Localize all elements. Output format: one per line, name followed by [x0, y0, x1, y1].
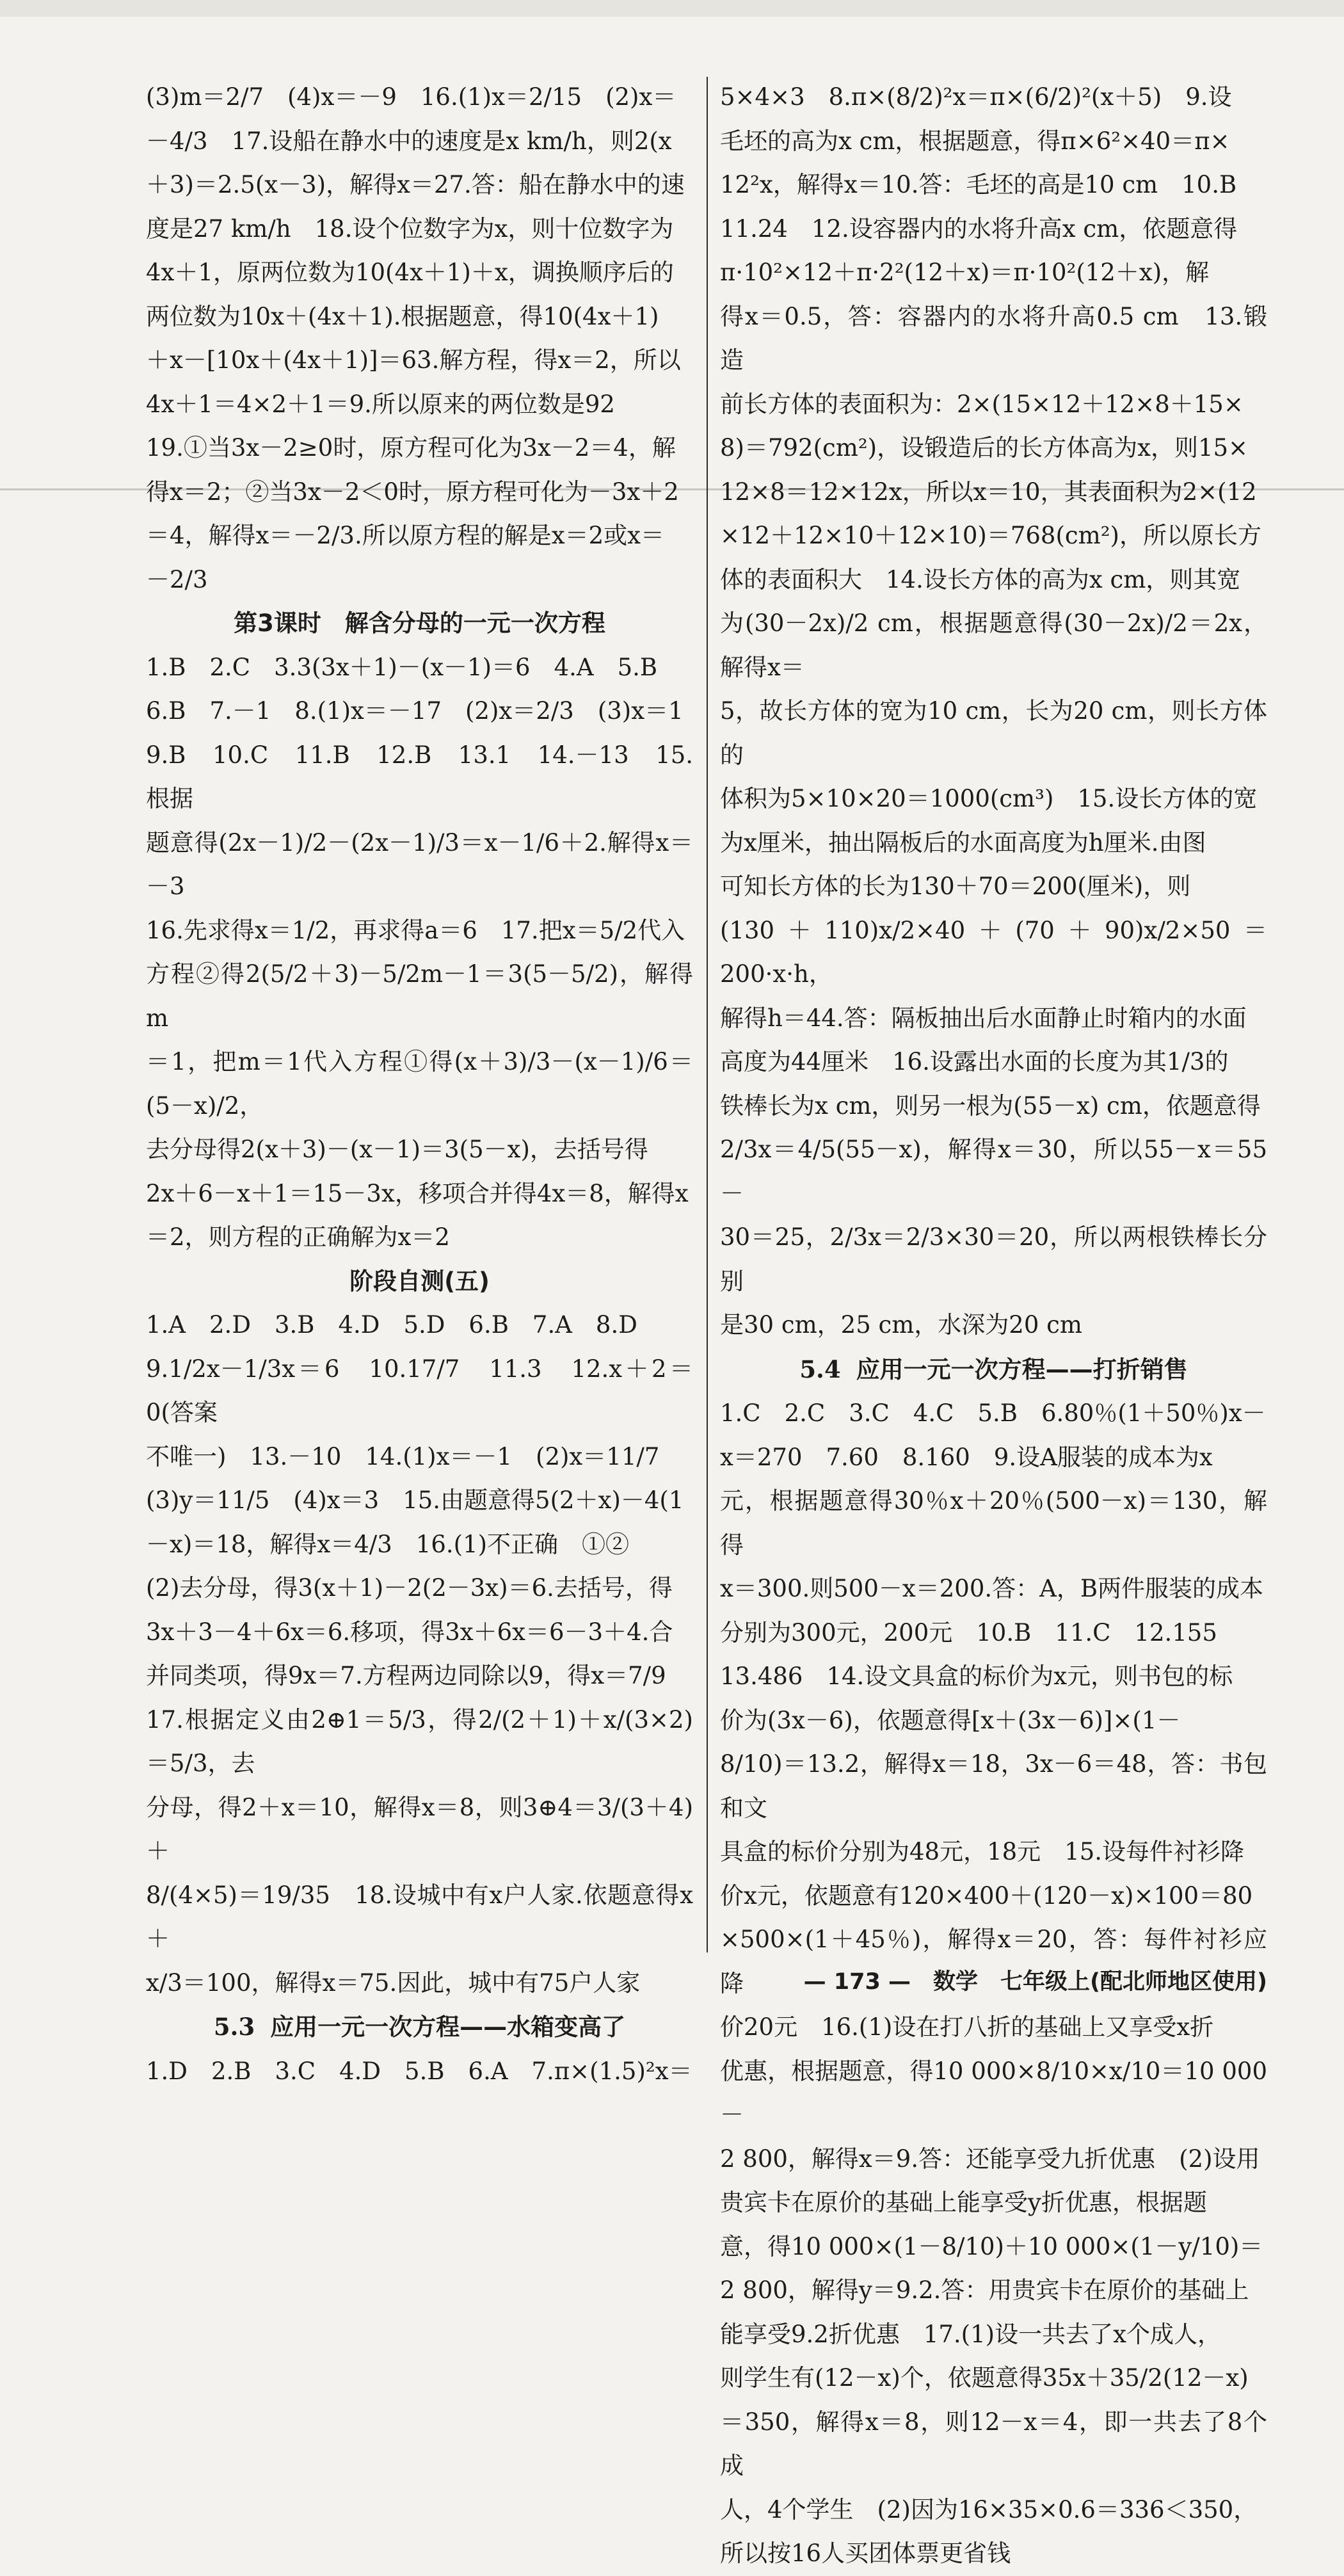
section-title: 第3课时 解含分母的一元一次方程 — [234, 609, 605, 637]
page-footer: — 173 — 数学 七年级上(配北师地区使用) — [803, 1969, 1267, 1995]
answer-line: 12×8＝12×12x，所以x＝10，其表面积为2×(12 — [720, 478, 1257, 506]
answer-line: 分别为300元，200元 10.B 11.C 12.155 — [720, 1618, 1217, 1646]
section-heading — [720, 1348, 1267, 1392]
answer-line: 则学生有(12－x)个，依题意得35x＋35/2(12－x) — [720, 2364, 1249, 2392]
answer-line: 1.B 2.C 3.3(3x＋1)－(x－1)＝6 4.A 5.B — [146, 653, 658, 681]
answer-line: ＝4，解得x＝－2/3.所以原方程的解是x＝2或x＝ — [146, 522, 664, 549]
answer-line: x/3＝100，解得x＝75.因此，城中有75户人家 — [146, 1968, 641, 1997]
answer-line: 1.C 2.C 3.C 4.C 5.B 6.80％(1＋50％)x－ — [720, 1399, 1266, 1427]
answer-line: 6.B 7.－1 8.(1)x＝－17 (2)x＝2/3 (3)x＝1 — [146, 697, 684, 725]
answer-line: 铁棒长为x cm，则另一根为(55－x) cm，依题意得 — [720, 1091, 1261, 1120]
answer-line: (3)m＝2/7 (4)x＝－9 16.(1)x＝2/15 (2)x＝ — [146, 83, 676, 111]
answer-line: 具盒的标价分别为48元，18元 15.设每件衬衫降 — [720, 1838, 1245, 1865]
section-heading — [146, 2005, 693, 2050]
answer-line: 得x＝0.5，答：容器内的水将升高0.5 cm 13.锻造 — [720, 302, 1267, 374]
answer-line: 4x＋1＝4×2＋1＝9.所以原来的两位数是92 — [146, 390, 615, 418]
answer-line: 11.24 12.设容器内的水将升高x cm，依题意得 — [720, 214, 1238, 243]
answer-line: 可知长方体的长为130＋70＝200(厘米)，则 — [720, 873, 1191, 900]
answer-line: ＋x－[10x＋(4x＋1)]＝63.解方程，得x＝2，所以 — [146, 346, 681, 374]
answer-line: 意，得10 000×(1－8/10)＋10 000×(1－y/10)＝ — [720, 2232, 1263, 2260]
answer-line: (2)去分母，得3(x＋1)－2(2－3x)＝6.去括号，得 — [146, 1574, 673, 1602]
answer-line: 体积为5×10×20＝1000(cm³) 15.设长方体的宽 — [720, 785, 1258, 812]
answer-line: 2x＋6－x＋1＝15－3x，移项合并得4x＝8，解得x — [146, 1179, 689, 1207]
answer-line: 9.1/2x－1/3x＝6 10.17/7 11.3 12.x＋2＝0(答案 — [146, 1355, 693, 1426]
answer-line: ×12＋12×10＋12×10)＝768(cm²)，所以原长方 — [720, 522, 1261, 549]
answer-line: 去分母得2(x＋3)－(x－1)＝3(5－x)，去括号得 — [146, 1136, 648, 1163]
answer-line: －2/3 — [146, 565, 208, 593]
answer-line: 不唯一) 13.－10 14.(1)x＝－1 (2)x＝11/7 — [146, 1442, 660, 1470]
answer-line: 解得h＝44.答：隔板抽出后水面静止时箱内的水面 — [720, 1004, 1247, 1032]
answer-line: 优惠，根据题意，得10 000×8/10×x/10＝10 000－ — [720, 2057, 1267, 2129]
answer-line: ＝350，解得x＝8，则12－x＝4，即一共去了8个成 — [720, 2408, 1267, 2479]
answer-line: 并同类项，得9x＝7.方程两边同除以9，得x＝7/9 — [146, 1662, 666, 1689]
answer-line: 价为(3x－6)，依题意得[x＋(3x－6)]×(1－ — [720, 1706, 1181, 1734]
answer-line: 体的表面积大 14.设长方体的高为x cm，则其宽 — [720, 565, 1241, 593]
answer-line: 价x元，依题意有120×400＋(120－x)×100＝80 — [720, 1881, 1253, 1910]
section-number: 5.3 — [213, 2013, 255, 2041]
answer-line: 2/3x＝4/5(55－x)，解得x＝30，所以55－x＝55－ — [720, 1136, 1267, 1207]
answer-line: 30＝25，2/3x＝2/3×30＝20，所以两根铁棒长分别 — [720, 1223, 1267, 1295]
answer-line: 所以按16人买团体票更省钱 — [720, 2540, 1011, 2567]
answer-line: 8/10)＝13.2，解得x＝18，3x－6＝48，答：书包和文 — [720, 1750, 1267, 1822]
answer-line: x＝300.则500－x＝200.答：A，B两件服装的成本 — [720, 1575, 1264, 1602]
section-heading — [146, 602, 693, 646]
page-top-edge — [0, 0, 1344, 17]
answer-line: 人，4个学生 (2)因为16×35×0.6＝336＜350， — [720, 2495, 1258, 2524]
answer-line: 17.根据定义由2⊕1＝5/3，得2/(2＋1)＋x/(3×2)＝5/3，去 — [146, 1705, 693, 1777]
answer-line: 两位数为10x＋(4x＋1).根据题意，得10(4x＋1) — [146, 302, 659, 330]
answer-line: ＝2，则方程的正确解为x＝2 — [146, 1223, 450, 1251]
answer-line: 得x＝2；②当3x－2＜0时，原方程可化为－3x＋2 — [146, 478, 679, 506]
answer-line: ＝1，把m＝1代入方程①得(x＋3)/3－(x－1)/6＝(5－x)/2， — [146, 1048, 693, 1120]
answer-line: 5，故长方体的宽为10 cm，长为20 cm，则长方体的 — [720, 697, 1267, 769]
answer-line: 9.B 10.C 11.B 12.B 13.1 14.－13 15.根据 — [146, 741, 693, 812]
section-number: 5.4 — [799, 1355, 841, 1383]
answer-line: －4/3 17.设船在静水中的速度是x km/h，则2(x — [146, 127, 672, 155]
answer-line: 4x＋1，原两位数为10(4x＋1)＋x，调换顺序后的 — [146, 259, 674, 286]
answer-line: 8)＝792(cm²)，设锻造后的长方体高为x，则15× — [720, 434, 1249, 462]
answer-line: 毛坯的高为x cm，根据题意，得π×6²×40＝π× — [720, 127, 1230, 155]
answer-line: x＝270 7.60 8.160 9.设A服装的成本为x — [720, 1443, 1213, 1471]
answer-line: 16.先求得x＝1/2，再求得a＝6 17.把x＝5/2代入 — [146, 916, 685, 944]
answer-line: 8/(4×5)＝19/35 18.设城中有x户人家.依题意得x＋ — [146, 1881, 693, 1952]
left-column — [146, 76, 693, 2093]
answer-line: π·10²×12＋π·2²(12＋x)＝π·10²(12＋x)，解 — [720, 259, 1210, 286]
answer-line: 1.A 2.D 3.B 4.D 5.D 6.B 7.A 8.D — [146, 1311, 637, 1339]
answer-line: 1.D 2.B 3.C 4.D 5.B 6.A 7.π×(1.5)²x＝ — [146, 2057, 692, 2085]
answer-line: ×500×(1＋45％)，解得x＝20，答：每件衬衫应降 — [720, 1926, 1267, 1997]
answer-line: 度是27 km/h 18.设个位数字为x，则十位数字为 — [146, 214, 674, 243]
answer-line: ＋3)＝2.5(x－3)，解得x＝27.答：船在静水中的速 — [146, 171, 685, 198]
answer-line: 价20元 16.(1)设在打八折的基础上又享受x折 — [720, 2013, 1214, 2041]
answer-line: 为(30－2x)/2 cm，根据题意得(30－2x)/2＝2x，解得x＝ — [720, 609, 1267, 681]
answer-line: 是30 cm，25 cm，水深为20 cm — [720, 1311, 1082, 1339]
answer-line: 分母，得2＋x＝10，解得x＝8，则3⊕4＝3/(3＋4)＋ — [146, 1793, 693, 1865]
section-title: 应用一元一次方程——打折销售 — [856, 1355, 1188, 1383]
section-title: 阶段自测(五) — [349, 1267, 490, 1295]
section-heading — [146, 1260, 693, 1304]
answer-line: 能享受9.2折优惠 17.(1)设一共去了x个成人， — [720, 2320, 1221, 2348]
answer-line: 题意得(2x－1)/2－(2x－1)/3＝x－1/6＋2.解得x＝－3 — [146, 828, 693, 900]
answer-line: 12²x，解得x＝10.答：毛坯的高是10 cm 10.B — [720, 171, 1237, 198]
answer-line: 贵宾卡在原价的基础上能享受y折优惠，根据题 — [720, 2189, 1207, 2216]
answer-line: 方程②得2(5/2＋3)－5/2m－1＝3(5－5/2)，解得m — [146, 960, 693, 1032]
answer-line: 元，根据题意得30％x＋20％(500－x)＝130，解得 — [720, 1487, 1267, 1559]
answer-line: 前长方体的表面积为：2×(15×12＋12×8＋15× — [720, 390, 1244, 418]
answer-line: 2 800，解得y＝9.2.答：用贵宾卡在原价的基础上 — [720, 2276, 1249, 2304]
answer-line: 为x厘米，抽出隔板后的水面高度为h厘米.由图 — [720, 828, 1206, 857]
answer-line: 5×4×3 8.π×(8/2)²x＝π×(6/2)²(x＋5) 9.设 — [720, 83, 1232, 111]
column-divider — [707, 77, 708, 1952]
answer-line: 19.①当3x－2≥0时，原方程可化为3x－2＝4，解 — [146, 434, 676, 462]
answer-line: 13.486 14.设文具盒的标价为x元，则书包的标 — [720, 1662, 1233, 1690]
answer-line: (3)y＝11/5 (4)x＝3 15.由题意得5(2＋x)－4(1 — [146, 1486, 684, 1514]
answer-line: 3x＋3－4＋6x＝6.移项，得3x＋6x＝6－3＋4.合 — [146, 1618, 673, 1646]
answer-line: 高度为44厘米 16.设露出水面的长度为其1/3的 — [720, 1048, 1229, 1075]
answer-line: 2 800，解得x＝9.答：还能享受九折优惠 (2)设用 — [720, 2145, 1260, 2173]
section-title: 应用一元一次方程——水箱变高了 — [270, 2013, 626, 2041]
right-column — [720, 76, 1267, 2576]
answer-line: －x)＝18，解得x＝4/3 16.(1)不正确 ①② — [146, 1530, 630, 1558]
answer-line: (130＋110)x/2×40＋(70＋90)x/2×50＝200·x·h， — [720, 916, 1267, 988]
